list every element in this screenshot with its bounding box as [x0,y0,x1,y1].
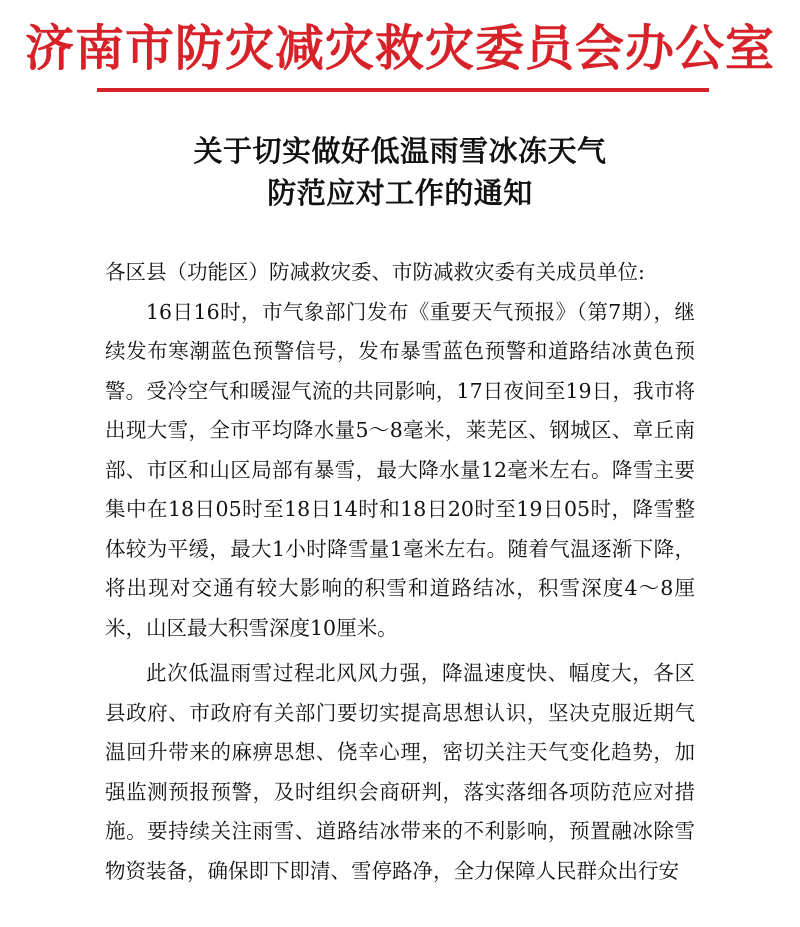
document-body [105,253,695,891]
header-red-rule [97,88,709,92]
body-paragraph-2: 此次低温雨雪过程北风风力强，降温速度快、幅度大，各区县政府、市政府有关部门要切实提高思想认识，坚决克服近期气温回升带来的麻痹思想、侥幸心理，密切关注天气变化趋势，加强监测预报预警，及时组织会商研判，落实落细各项防范应对措施。要持续关注雨雪、道路结冰带来的不利影响，预置融冰除雪物资装备，确保即下即清、雪停路净，全力保障人民群众出行安 [105,661,695,883]
document-title-line-1: 关于切实做好低温雨雪冰冻天气 [193,134,607,168]
document-title-line-2: 防范应对工作的通知 [267,176,533,210]
document-title [0,130,800,214]
body-paragraph-1: 16日16时，市气象部门发布《重要天气预报》（第7期），继续发布寒潮蓝色预警信号，发布暴雪蓝色预警和道路结冰黄色预警。受冷空气和暖湿气流的共同影响，17日夜间至19日，我市将出现大雪，全市平均降水量5～8毫米，莱芜区、钢城区、章丘南部、市区和山区局部有暴雪，最大降水量12毫米左右。降雪主要集中在18日05时至18日14时和18日20时至19日05时，降雪整体较为平缓，最大1小时降雪量1毫米左右。随着气温逐渐下降，将出现对交通有较大影响的积雪和道路结冰，积雪深度4～8厘米，山区最大积雪深度10厘米。 [105,299,695,640]
issuing-organization-header: 济南市防灾减灾救灾委员会办公室 [24,19,775,77]
salutation: 各区县（功能区）防减救灾委、市防减救灾委有关成员单位: [105,260,645,284]
